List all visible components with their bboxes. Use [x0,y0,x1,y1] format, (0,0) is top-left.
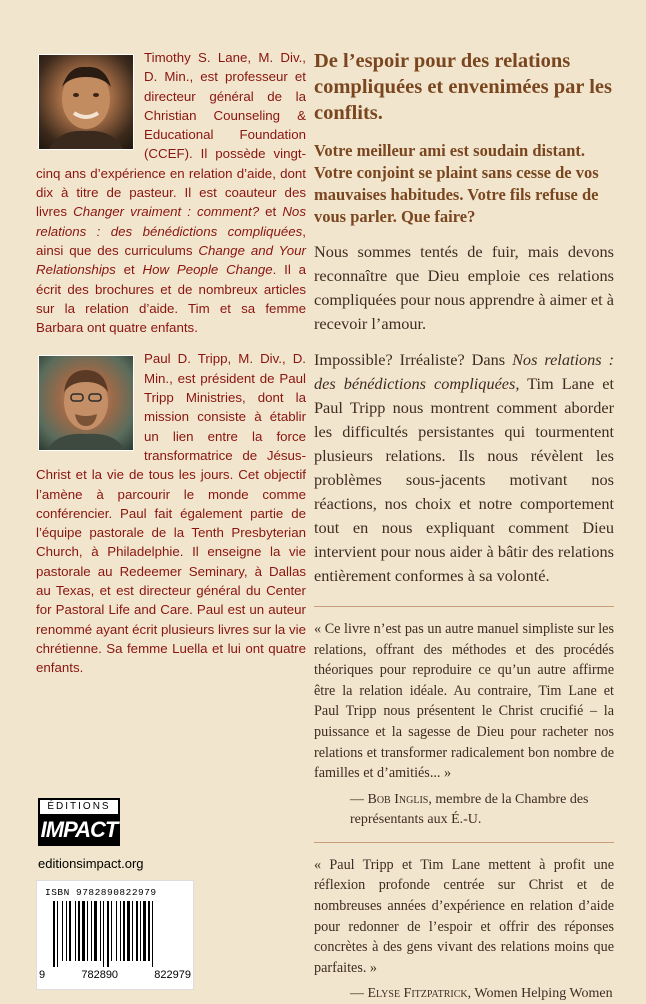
bio-lane-text-8: . Il a écrit des brochures et de nombreux articles sur la relation d’aide. Tim et sa femme Barbara ont quatre enfants. [36,262,306,336]
attribution-name: Bob Inglis [367,791,429,807]
paragraph-1: Nous sommes tentés de fuir, mais devons reconnaître que Dieu emploie ces relations compliquées pour nous apprendre à aimer et à recevoir l’amour. [314,242,614,333]
bio-lane-title-1: Changer vraiment : comment? [73,204,260,220]
barcode-bar [152,901,153,967]
attribution-name: Elyse Fitzpatrick [367,986,468,1002]
publisher-logo-bottom: IMPACT [38,814,120,846]
paragraph-2-text-0: Impossible? Irréaliste? Dans [314,350,513,369]
endorsement-quote-1: « Ce livre n’est pas un autre manuel simpliste sur les relations, offrant des méthodes et des procédés théoriques pour reproduire ce qu’un autre affirme être la relation idéale. Au contraire, Tim Lane et Paul Tripp nous présentent le Christ crucifié – la puissance et la sagesse de Dieu pour racheter nos relations et transformer radicalement bon nombre de familles et d’amitiés... » [314,621,614,782]
isbn-label: ISBN 9782890822979 [45,887,157,898]
bio-lane-text-2: et [259,204,283,220]
barcode-bar [127,901,130,961]
headline: De l’espoir pour des relations compliquées et envenimées par les conflits. [314,50,612,124]
barcode-bar [103,901,104,967]
barcode-bars [51,901,179,967]
barcode-bar [123,901,125,961]
endorsement-attribution-2 [350,984,614,1004]
bio-tripp-text-0: Paul D. Tripp, M. Div., D. Min., est président de Paul Tripp Ministries, dont la mission consiste à établir un lien entre la force transformatrice de Jésus-Christ et la vie de tous les jours. Cet objectif l’amène à parcourir le monde comme conférencier. Paul fait également partie de l’équipe pastorale de la Tenth Presbyterian Church, à Philadelphie. Il enseigne la vie pastorale au Redeemer Seminary, à Dallas au Texas, et est directeur général du Center for Pastoral Life and Care. Paul est un auteur renommé ayant écrit plusieurs livres sur la vie chrétienne. Sa femme Luella et lui ont quatre enfants. [36,351,306,676]
barcode-bar [53,901,55,967]
publisher-logo-top: ÉDITIONS [38,798,120,814]
publisher-website[interactable]: editionsimpact.org [38,856,144,871]
author-photo-tripp [38,355,134,451]
isbn-digit-group-1: 9 [39,969,46,981]
author-bio-lane [36,48,306,337]
barcode-bar [75,901,76,961]
isbn-digit-group-2: 782890 [81,969,119,981]
attribution-dash: — [350,791,368,807]
publisher-logo [38,798,120,850]
barcode-bar [78,901,80,961]
bio-lane-title-5: Change and Your Relationships [36,242,306,278]
bio-lane-text-0: Timothy S. Lane, M. Div., D. Min., est professeur et directeur général de la Christian Counseling & Educational Foundation (CCEF). Il possède vingt-cinq ans d’expérience en relation d’aide, dont dix à titre de pasteur. Il est coauteur des livres [36,50,306,220]
barcode-bar [148,901,150,961]
bio-lane-text-4: , ainsi que des curriculums [36,223,306,258]
barcode-bar [91,901,92,961]
bio-lane-title-3: Nos relations : des bénédictions compliquées [36,204,306,239]
paragraph-2-title-1: Nos relations : des bénédictions compliquées, [314,350,614,393]
barcode-bar [87,901,88,961]
barcode-bar [66,901,67,961]
attribution-role: , Women Helping Women [467,986,613,1002]
barcode-bar [100,901,101,961]
author-bio-tripp [36,349,306,677]
barcode-bar [143,901,146,961]
barcode-bar [140,901,141,961]
bio-lane-text-6: et [115,262,143,278]
paragraph-2 [314,348,614,588]
description-column [314,48,614,1004]
barcode-bar [69,901,71,961]
paragraph-2-text-2: Tim Lane et Paul Tripp nous montrent comment aborder les difficultés persistantes qui tourmentent plusieurs relations. Ils nous révèlent les problèmes sous-jacents motivant nos réactions, nos choix et notre comportement tout en nous expliquant comment Dieu intervient pour nous aider à bâtir des relations entièrement conformes à sa volonté. [314,374,615,585]
barcode-bar [94,901,97,961]
isbn-digit-group-3: 822979 [154,969,191,981]
endorsement-attribution-1 [350,790,614,830]
bio-lane-title-7: How People Change [142,262,273,278]
author-photo-lane [38,54,134,150]
subheadline: Votre meilleur ami est soudain distant. Votre conjoint se plaint sans cesse de vos mauvaises habitudes. Votre fils refuse de vous parler. Que faire? [314,141,599,226]
barcode-bar [107,901,109,967]
barcode-bar [120,901,121,961]
isbn-barcode [36,880,194,990]
attribution-role: , membre de la Chambre des représentants aux É.-U. [350,791,589,827]
isbn-digits [39,969,191,981]
barcode-bar [62,901,63,961]
endorsement-quote-2: « Paul Tripp et Tim Lane mettent à profit une réflexion profonde centrée sur Christ et de nombreuses années d’expérience en relation d’aide pour redonner de l’espoir et offrir des réponses concrètes à des gens vivant des relations moins que parfaites. » [314,856,614,976]
divider-2 [314,842,614,843]
barcode-bar [82,901,85,961]
barcode-bar [132,901,133,961]
barcode-bar [111,901,112,961]
author-bios-column [36,48,306,690]
barcode-bar [136,901,138,961]
attribution-dash: — [350,986,368,1002]
barcode-bar [57,901,58,967]
divider-1 [314,606,614,607]
barcode-bar [116,901,117,961]
